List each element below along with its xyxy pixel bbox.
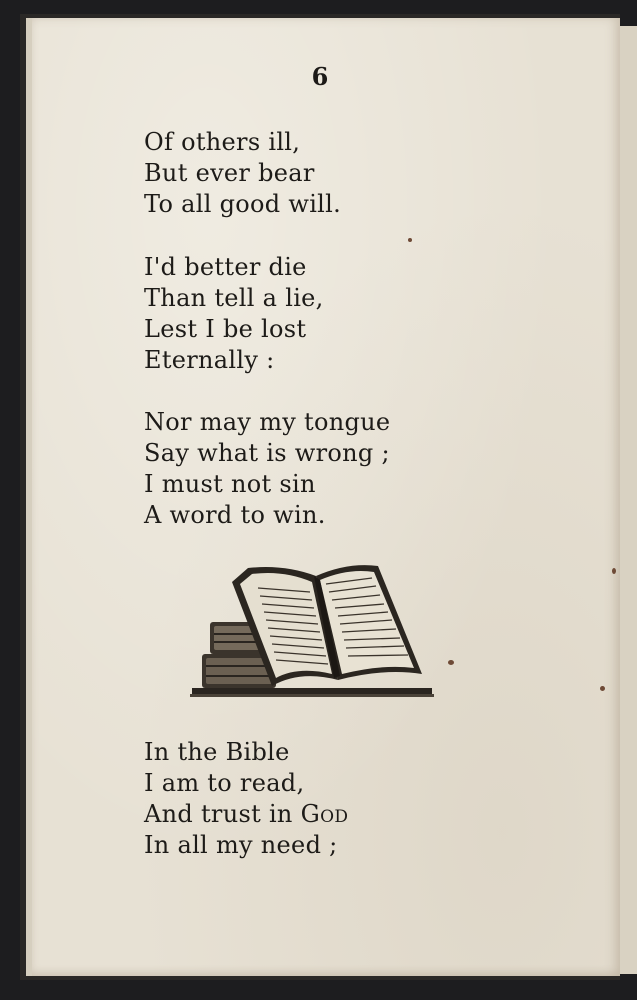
verse-line: Lest I be lost (144, 315, 307, 343)
verse-line: A word to win. (144, 501, 326, 529)
verse-line-text: And trust in (144, 800, 301, 828)
stanza-1 (144, 127, 341, 220)
verse-line (144, 799, 348, 830)
verse-line: In the Bible (144, 738, 290, 766)
verse-line: To all good will. (144, 190, 342, 218)
verse-line: But ever bear (144, 159, 315, 187)
verse-line: In all my need ; (144, 831, 338, 859)
verse-line: Say what is wrong ; (144, 439, 390, 467)
verse-line: Of others ill, (144, 128, 301, 156)
divine-name: God (300, 800, 349, 828)
verse-line: I must not sin (144, 470, 316, 498)
page-number: 6 (311, 62, 329, 91)
paper-speck (612, 568, 616, 574)
paper-speck (600, 686, 605, 691)
verse-line: Eternally : (144, 346, 275, 374)
verse-line: Than tell a lie, (144, 284, 324, 312)
verse-line: I'd better die (144, 253, 307, 281)
paper-speck (408, 238, 412, 242)
paper-speck (448, 660, 454, 665)
verse-line: I am to read, (144, 769, 305, 797)
stanza-4 (144, 737, 348, 861)
stanza-2 (144, 252, 324, 376)
stanza-3 (144, 407, 390, 531)
verse-line: Nor may my tongue (144, 408, 391, 436)
open-book-woodcut-icon (188, 562, 436, 704)
